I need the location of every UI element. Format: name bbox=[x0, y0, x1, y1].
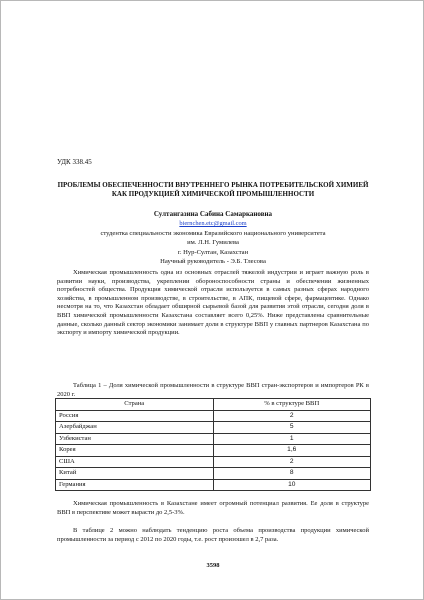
table-caption: Таблица 1 – Доля химической промышленности в структуре ВВП стран-экспортеров и импортеров РК в 2020 г. bbox=[57, 382, 369, 398]
cell-country: Корея bbox=[56, 445, 214, 457]
table-row bbox=[56, 468, 371, 480]
affiliation-line: им. Л.Н. Гумилева bbox=[187, 239, 239, 247]
cell-value: 2 bbox=[213, 410, 371, 422]
author-email-link[interactable]: biernchen.etc@gmail.com bbox=[179, 220, 247, 227]
author-affiliation bbox=[57, 229, 369, 266]
affiliation-line: г. Нур-Султан, Казахстан bbox=[177, 248, 249, 256]
intro-paragraph: Химическая промышленность одна из основных отраслей тяжелой индустрии и играет важную роль в развитии науки, производства, укреплении обороноспособности страны и обеспечении жизненных потребностей общества. Продукция химической отрасли используется в самых разных сферах народного хозяйства, в промышленном производстве, в строительстве, в АПК, пищевой сфере, фармацевтике. Однако несмотря на то, что Казахстан обладает обширной сырьевой базой для развития этой отрасли, сегодня доля в ВВП химической промышленности Казахстана составляет всего 0,25%. Ниже представлены сравнительные данные, сколько данный сектор экономики занимает доли в структуре ВВП у главных партнеров Казахстана по экспорту и импорту химической продукции. bbox=[57, 269, 369, 337]
table-row bbox=[56, 456, 371, 468]
author-name: Султангазина Сабина Самаркановна bbox=[153, 210, 273, 218]
cell-country: Россия bbox=[56, 410, 214, 422]
udc-code: УДК 338.45 bbox=[57, 158, 92, 166]
cell-country: Азербайджан bbox=[56, 422, 214, 434]
cell-value: 1 bbox=[213, 433, 371, 445]
affiliation-line: студентка специальности экономика Евразийского национального университета bbox=[100, 230, 326, 237]
header-gdp-share: % в структуре ВВП bbox=[213, 399, 371, 411]
cell-value: 10 bbox=[213, 479, 371, 491]
table-row bbox=[56, 422, 371, 434]
table-row bbox=[56, 410, 371, 422]
supervisor-line: Научный руководитель - Э.Б. Тлесова bbox=[160, 257, 266, 265]
cell-country: Германия bbox=[56, 479, 214, 491]
page-number: 3598 bbox=[206, 562, 220, 569]
table-row bbox=[56, 479, 371, 491]
cell-country: Узбекистан bbox=[56, 433, 214, 445]
cell-value: 2 bbox=[213, 456, 371, 468]
cell-value: 8 bbox=[213, 468, 371, 480]
cell-country: Китай bbox=[56, 468, 214, 480]
table-header-row bbox=[56, 399, 371, 411]
gdp-share-table bbox=[55, 398, 371, 491]
article-title: ПРОБЛЕМЫ ОБЕСПЕЧЕННОСТИ ВНУТРЕННЕГО РЫНКА ПОТРЕБИТЕЛЬСКОЙ ХИМИЕЙ КАК ПРОДУКЦИЕЙ ХИМИЧЕСКОЙ ПРОМЫШЛЕННОСТИ bbox=[57, 181, 369, 198]
table-row bbox=[56, 433, 371, 445]
cell-value: 5 bbox=[213, 422, 371, 434]
cell-country: США bbox=[56, 456, 214, 468]
growth-paragraph: В таблице 2 можно наблюдать тенденцию роста объема производства продукции химической промышленности за период с 2012 по 2020 годы, т.е. рост произошел в 2,7 раза. bbox=[57, 527, 369, 543]
potential-paragraph: Химическая промышленность в Казахстане имеет огромный потенциал развития. Ее доля в структуре ВВП в перспективе может вырасти до 2,5-3%. bbox=[57, 500, 369, 516]
table-row bbox=[56, 445, 371, 457]
cell-value: 1,6 bbox=[213, 445, 371, 457]
header-country: Страна bbox=[56, 399, 214, 411]
